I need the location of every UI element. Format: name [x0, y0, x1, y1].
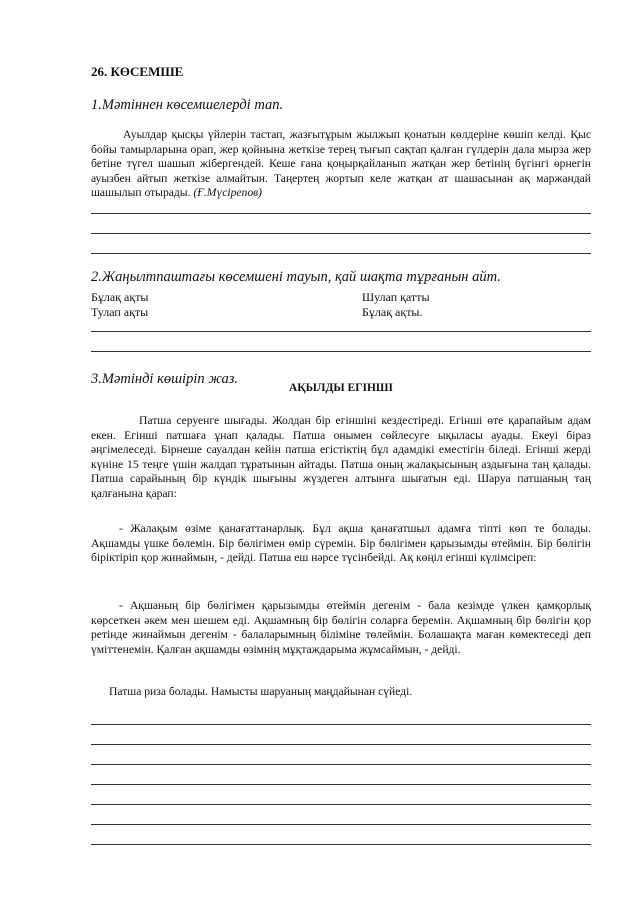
answer-line[interactable]: [91, 784, 591, 785]
twister-left: Тулап ақты: [91, 305, 149, 319]
story-paragraph: Патша серуенге шығады. Жолдан бір егіншіні кездестіреді. Егінші өте қарапайым адам екен. Егінші патшаға ұнап қалады. Патша онымен сөйлесуге ықыласы ауады. Екеуі біраз әңгімелеседі. Бірнеше сауалдан кейін патша егістіктің бұл адамдікі еместігін біледі. Егінші жерді күніне 15 теңге үшін жалдап тұратынын айтады. Патша оның жалақысының аздығына таң қалады. Патша сарайының бір күндік шығыны жүздеген алтынға шығатын еді. Шаруа патшаның таң қалғанына қарап:: [91, 414, 591, 500]
answer-line[interactable]: [91, 233, 591, 234]
story-paragraph: - Жалақым өзіме қанағаттанарлық. Бұл ақша қанағатшыл адамға тіпті көп те болады. Ақшамды үшке бөлемін. Бір бөлігімен өмір сүремін. Бір бөлігімен қарызымды өтеймін. Бір бөлігін біріктіріп қор жинаймын, - дейді. Патша еш нәрсе түсінбейді. Ақ көңіл егінші күлімсіреп:: [91, 522, 591, 565]
story-paragraph: Патша риза болады. Намысты шаруаның маңдайынан сүйеді.: [109, 685, 413, 698]
answer-line[interactable]: [91, 331, 591, 332]
answer-line[interactable]: [91, 844, 591, 845]
answer-line[interactable]: [91, 213, 591, 214]
task3-heading: 3.Мәтінді көшіріп жаз.: [91, 371, 239, 387]
answer-line[interactable]: [91, 724, 591, 725]
task1-heading: 1.Мәтіннен көсемшелерді тап.: [91, 97, 284, 113]
answer-line[interactable]: [91, 351, 591, 352]
answer-line[interactable]: [91, 744, 591, 745]
page-title: 26. КӨСЕМШЕ: [91, 64, 184, 79]
task1-body: Ауылдар қысқы үйлерін тастап, жазғытұрым жылжып қонатын көлдеріне көшіп келді. Қыс бойы тамырларына орап, жер қойнына жеткізе терең тығып сақтап қалған гүлдерін дала мырза жер бетіне түгел шашып жібергендей. Кеше ғана қоңырқайланып жатқан жер бетінің бүгінгі өрнегін ауызбен айтып жеткізе алмайтын. Таңертең жортып келе жатқан ат шашасынан ақ маржандай шашылып отырады.: [91, 128, 591, 200]
twister-right: Бұлақ ақты.: [362, 305, 423, 319]
story-title: АҚЫЛДЫ ЕГІНШІ: [288, 382, 394, 394]
answer-line[interactable]: [91, 824, 591, 825]
answer-line[interactable]: [91, 764, 591, 765]
task1-text: [91, 128, 591, 201]
answer-line[interactable]: [91, 804, 591, 805]
answer-line[interactable]: [91, 253, 591, 254]
task2-heading: 2.Жаңылтпаштағы көсемшені тауып, қай шақта тұрғанын айт.: [91, 269, 501, 285]
story-paragraph: - Ақшаның бір бөлігімен қарызымды өтеймін дегенім - бала кезімде үлкен қамқорлық көрсеткен әкем мен шешем еді. Ақшамның бір бөлігін соларға беремін. Ақшамның бір бөлігін қор ретінде жинаймын дегенім - балаларымның біліміне төлеймін. Болашақта маған көмектеседі деп үміттенемін. Қалған ақшамды өзімнің мұқтаждарыма жұмсаймын, - дейді.: [91, 599, 591, 656]
twister-left: Бұлақ ақты: [91, 290, 149, 304]
twister-right: Шулап қатты: [362, 290, 430, 304]
task1-author: (Ғ.Мүсірепов): [193, 186, 263, 200]
